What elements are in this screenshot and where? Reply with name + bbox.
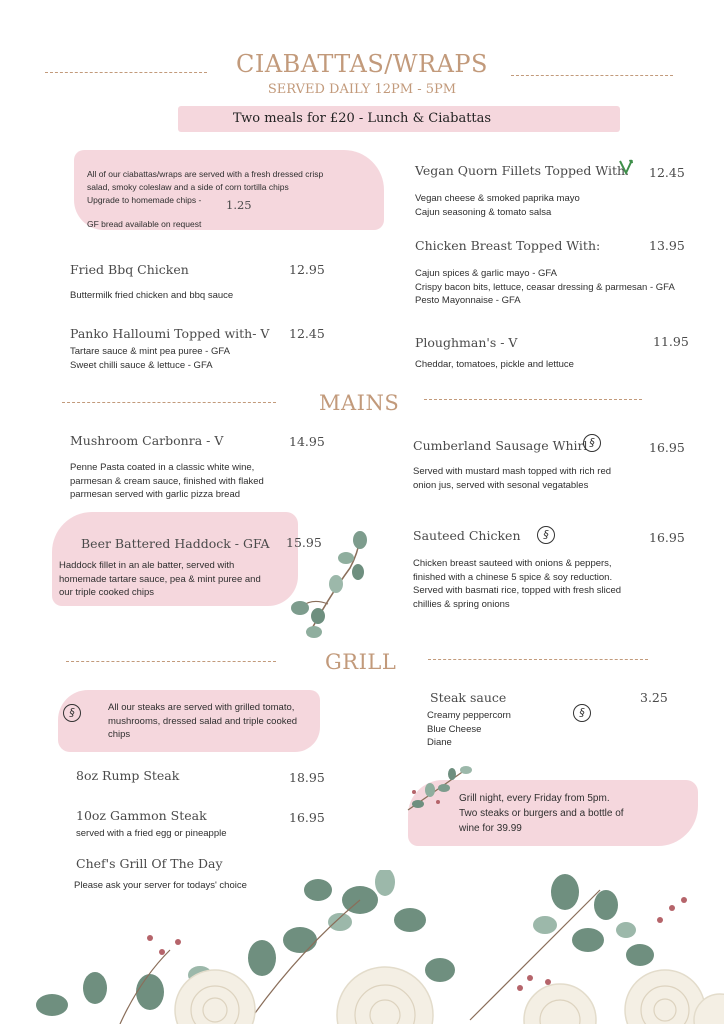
mains-rule-right xyxy=(424,399,642,400)
item-title: Cumberland Sausage Whirl xyxy=(413,438,588,453)
item-title: Mushroom Carbonra - V xyxy=(70,433,224,448)
item-price: 12.45 xyxy=(649,165,685,180)
halal-icon: § xyxy=(573,704,591,722)
halal-icon: § xyxy=(583,434,601,452)
item-description: Chicken breast sauteed with onions & peppers, finished with a chinese 5 spice & soy reduction. Served with basmati rice, topped with fresh sliced chillies & spring onions xyxy=(413,558,622,610)
grill-intro: All our steaks are served with grilled tomato, mushrooms, dressed salad and triple cooked chips xyxy=(108,702,298,740)
page-subtitle: SERVED DAILY 12PM - 5PM xyxy=(267,82,457,97)
section-title-mains: MAINS xyxy=(319,391,400,415)
steak-sauce-price: 3.25 xyxy=(640,690,668,705)
upgrade-price: 1.25 xyxy=(226,198,252,212)
item-title: Fried Bbq Chicken xyxy=(70,262,189,277)
item-description: served with a fried egg or pineapple xyxy=(76,828,227,839)
offer-banner: Two meals for £20 - Lunch & Ciabattas xyxy=(232,111,492,126)
page-title: CIABATTAS/WRAPS xyxy=(236,50,488,78)
item-description: Please ask your server for todays' choice xyxy=(74,880,247,891)
halal-icon: § xyxy=(63,704,81,722)
item-description: Vegan cheese & smoked paprika mayo Cajun seasoning & tomato salsa xyxy=(415,193,580,218)
vegan-leaf-icon xyxy=(617,158,635,176)
item-description: Haddock fillet in an ale batter, served with homemade tartare sauce, pea & mint puree and our triple cooked chips xyxy=(59,560,261,598)
grill-night-promo: Grill night, every Friday from 5pm. Two steaks or burgers and a bottle of wine for 39.99 xyxy=(459,793,624,834)
item-title: Chef's Grill Of The Day xyxy=(76,856,223,871)
item-price: 16.95 xyxy=(649,530,685,545)
grill-rule-right xyxy=(428,659,648,660)
item-description: Served with mustard mash topped with rich red onion jus, served with sesonal vegatables xyxy=(413,466,612,491)
steak-sauce-title: Steak sauce xyxy=(430,690,507,705)
section-title-grill: GRILL xyxy=(325,650,397,674)
item-price: 16.95 xyxy=(289,810,325,825)
item-title: 8oz Rump Steak xyxy=(76,768,180,783)
item-title: Sauteed Chicken xyxy=(413,528,521,543)
item-title: Vegan Quorn Fillets Topped With: xyxy=(415,163,630,178)
item-description: Cajun spices & garlic mayo - GFA Crispy bacon bits, lettuce, ceasar dressing & parmesan - GFA Pesto Mayonnaise - GFA xyxy=(415,268,675,306)
grill-rule-left xyxy=(66,661,276,662)
item-title: Beer Battered Haddock - GFA xyxy=(81,536,270,551)
item-price: 18.95 xyxy=(289,770,325,785)
item-title: Ploughman's - V xyxy=(415,335,518,350)
item-price: 12.45 xyxy=(289,326,325,341)
halal-icon: § xyxy=(537,526,555,544)
item-description: Buttermilk fried chicken and bbq sauce xyxy=(70,290,234,301)
item-price: 11.95 xyxy=(653,334,689,349)
item-price: 14.95 xyxy=(289,434,325,449)
item-description: Penne Pasta coated in a classic white wine, parmesan & cream sauce, finished with flaked parmesan served with garlic pizza bread xyxy=(70,462,264,500)
item-title: 10oz Gammon Steak xyxy=(76,808,207,823)
item-title: Panko Halloumi Topped with- V xyxy=(70,326,270,341)
item-price: 15.95 xyxy=(286,535,322,550)
item-description: Tartare sauce & mint pea puree - GFA Sweet chilli sauce & lettuce - GFA xyxy=(70,346,230,371)
item-price: 16.95 xyxy=(649,440,685,455)
item-title: Chicken Breast Topped With: xyxy=(415,238,601,253)
mains-rule-left xyxy=(62,402,276,403)
gf-note: GF bread available on request xyxy=(87,219,202,229)
floral-border-illustration xyxy=(0,870,724,1024)
item-price: 13.95 xyxy=(649,238,685,253)
eucalyptus-sprig-illustration xyxy=(288,528,370,640)
ciabatta-intro: All of our ciabattas/wraps are served with a fresh dressed crisp salad, smoky coleslaw and a side of corn tortilla chips Upgrade to homemade chips - xyxy=(87,169,324,205)
item-description: Cheddar, tomatoes, pickle and lettuce xyxy=(415,359,574,370)
steak-sauce-options: Creamy peppercorn Blue Cheese Diane xyxy=(427,710,511,748)
item-price: 12.95 xyxy=(289,262,325,277)
